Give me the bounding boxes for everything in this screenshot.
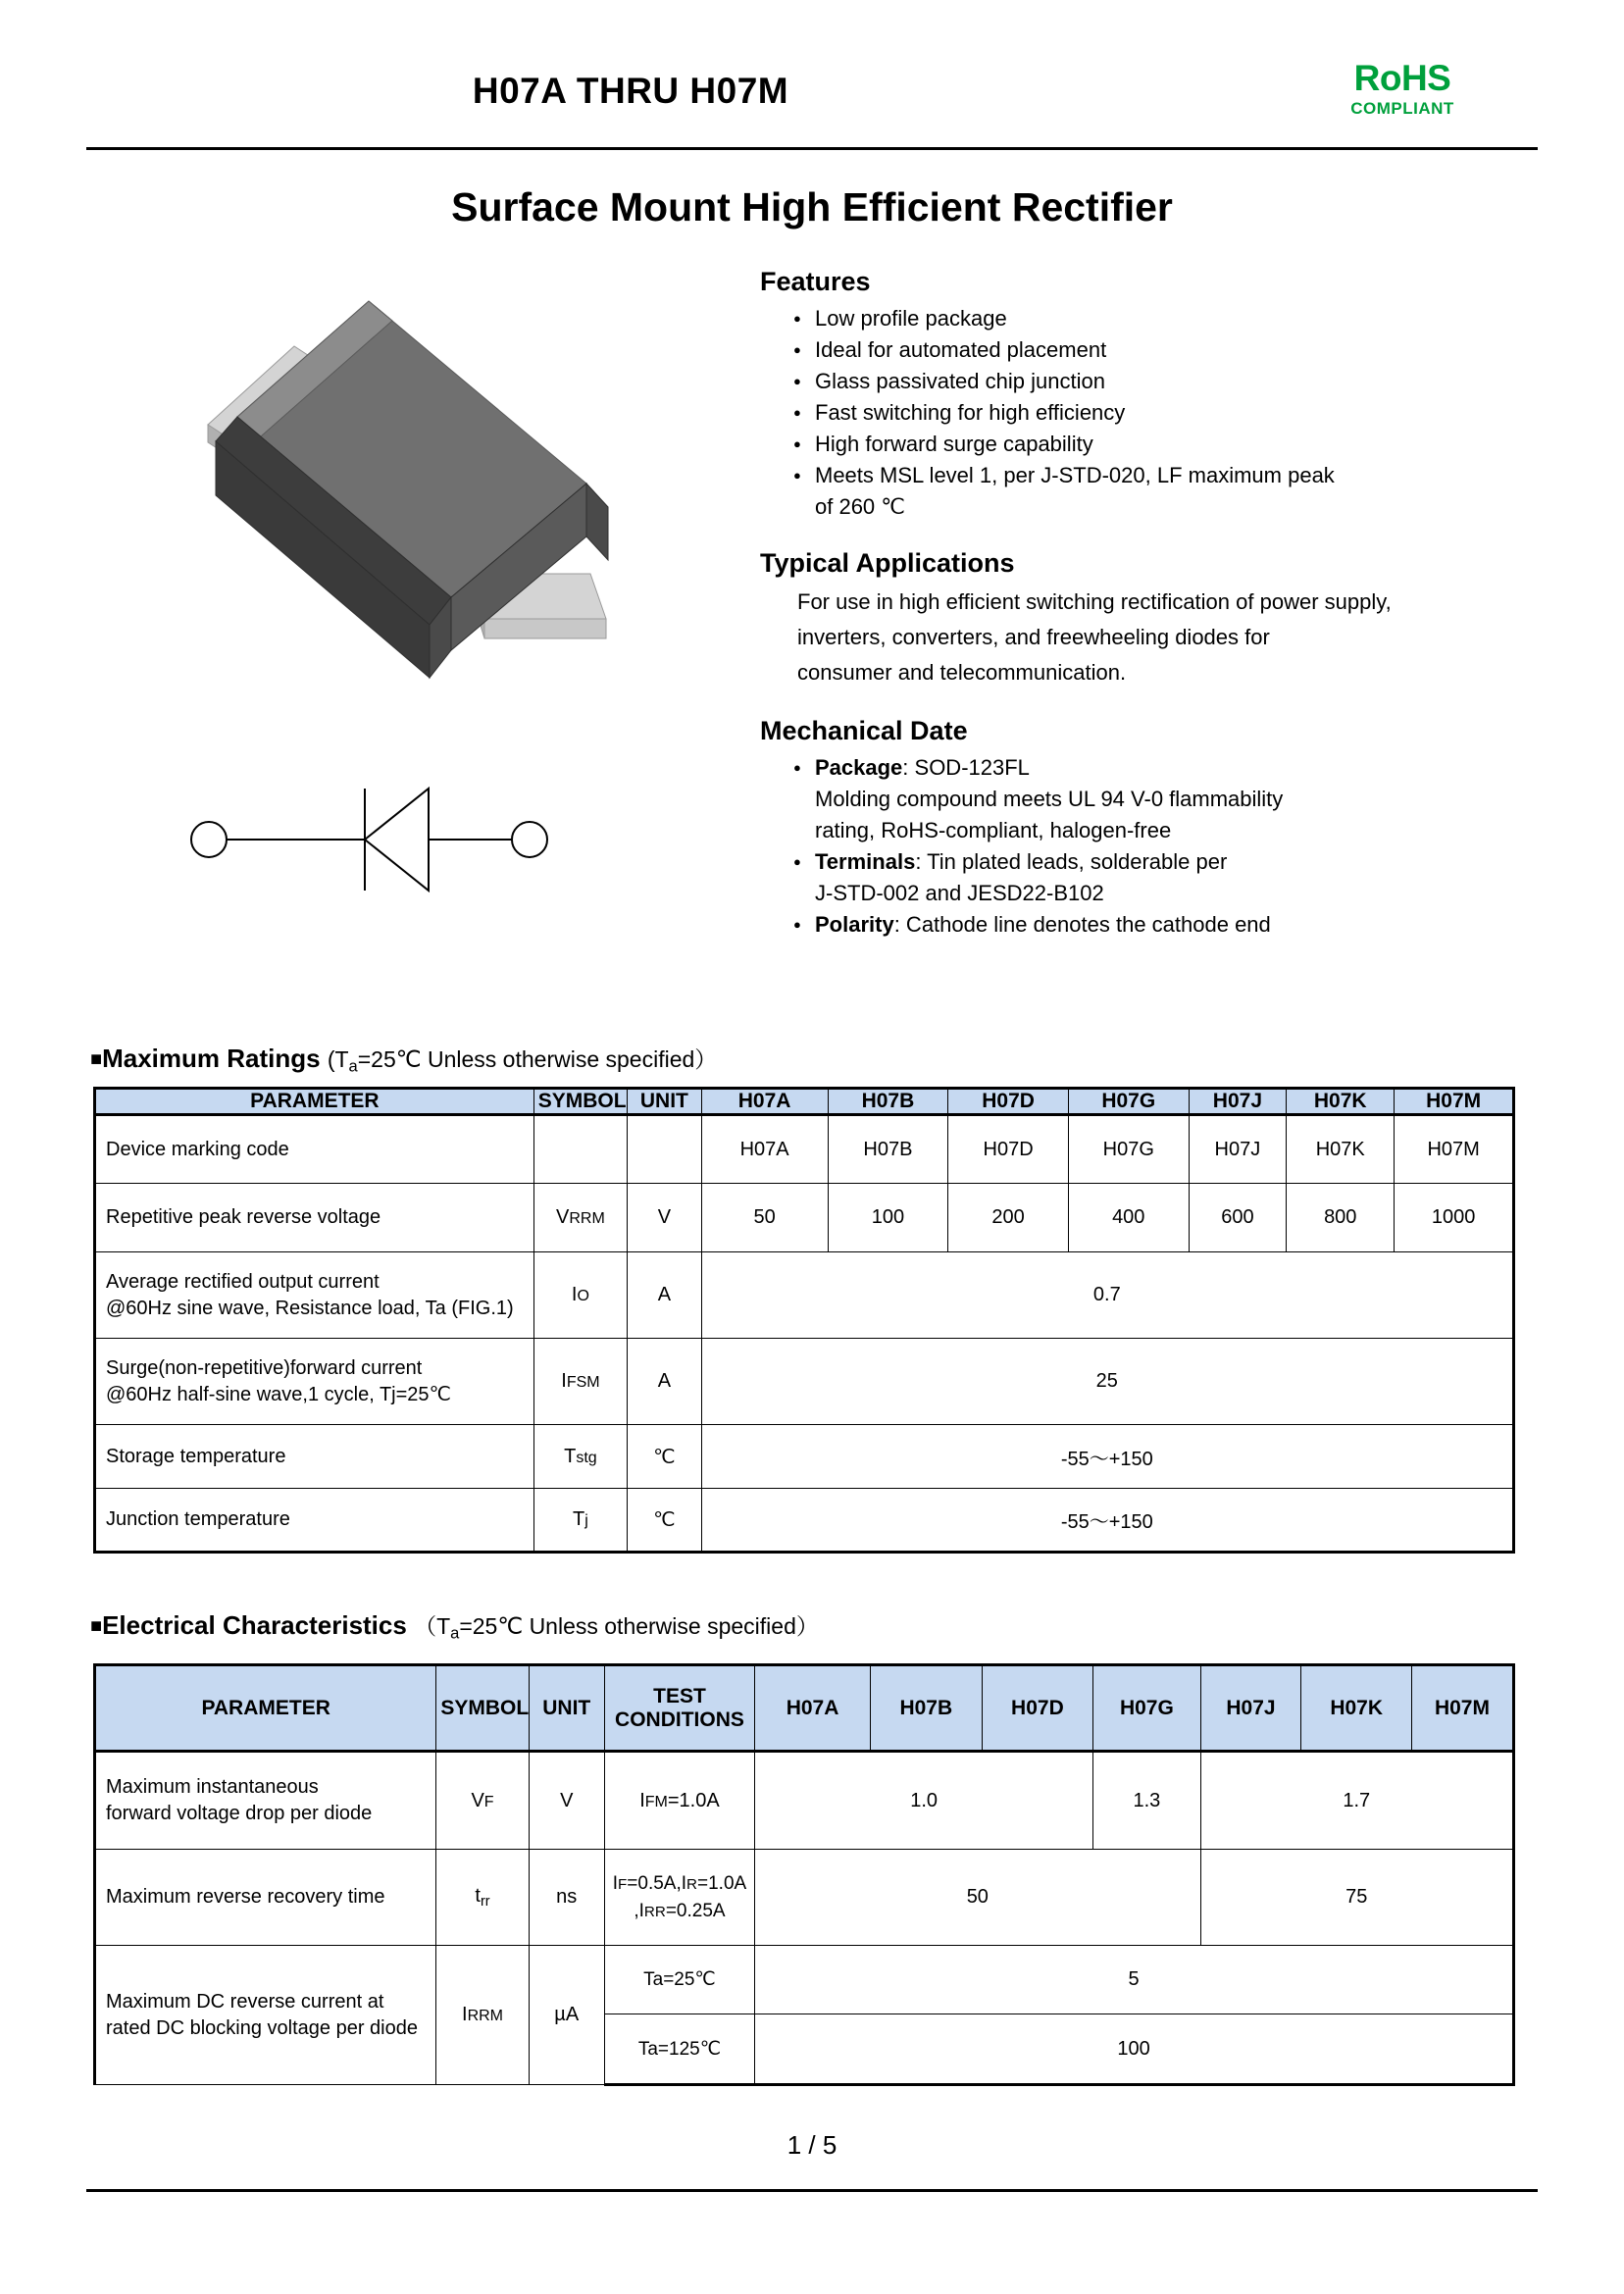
cell-h07k: H07K bbox=[1287, 1115, 1395, 1184]
col-header-h07b: H07B bbox=[870, 1665, 982, 1752]
row-parameter-line1: Average rectified output current bbox=[106, 1270, 380, 1293]
row-symbol: IRRM bbox=[436, 1946, 529, 2085]
cell-h07a: H07A bbox=[701, 1115, 828, 1184]
list-item: ● Meets MSL level 1, per J-STD-020, LF maximum peak bbox=[793, 460, 1535, 491]
row-symbol: VF bbox=[436, 1752, 529, 1850]
row-symbol: IFSM bbox=[533, 1339, 627, 1425]
diode-symbol-icon bbox=[181, 775, 593, 902]
row-parameter-line2: @60Hz sine wave, Resistance load, Ta (FIG.1) bbox=[106, 1297, 514, 1319]
applications-heading: Typical Applications bbox=[760, 548, 1015, 578]
row-unit bbox=[628, 1115, 701, 1184]
row-parameter: Repetitive peak reverse voltage bbox=[95, 1184, 534, 1252]
table-row bbox=[95, 1752, 1514, 1850]
row-parameter-line1: Surge(non-repetitive)forward current bbox=[106, 1356, 423, 1379]
row-parameter-line2: rated DC blocking voltage per diode bbox=[106, 2016, 418, 2039]
list-item: ● Fast switching for high efficiency bbox=[793, 397, 1535, 429]
table-header-row bbox=[95, 1665, 1514, 1752]
cell-merged-value: -55～+150 bbox=[701, 1489, 1513, 1553]
list-item: Molding compound meets UL 94 V-0 flammability bbox=[815, 787, 1284, 811]
features-list bbox=[760, 303, 1535, 523]
row-unit: ns bbox=[529, 1850, 604, 1946]
row-symbol: $t_{rr}$ bbox=[436, 1850, 529, 1946]
list-item bbox=[793, 752, 1535, 784]
row-symbol: IO bbox=[533, 1252, 627, 1339]
col-header-h07k: H07K bbox=[1301, 1665, 1412, 1752]
test-condition-line1: IF=0.5A,IR=1.0A bbox=[612, 1872, 747, 1894]
row-parameter-line1: Maximum DC reverse current at bbox=[106, 1990, 384, 2013]
mech-label: Terminals bbox=[815, 849, 916, 874]
mechanical-list bbox=[760, 752, 1535, 941]
row-test-condition: Ta=125℃ bbox=[604, 2014, 754, 2085]
col-header-h07m: H07M bbox=[1395, 1089, 1514, 1115]
row-test-condition: Ta=25℃ bbox=[604, 1946, 754, 2014]
mech-text: : Cathode line denotes the cathode end bbox=[893, 912, 1271, 937]
row-test-condition bbox=[604, 1850, 754, 1946]
list-item bbox=[793, 909, 1535, 941]
cell-h07k: 800 bbox=[1287, 1184, 1395, 1252]
list-item: of 260 ℃ bbox=[815, 494, 905, 519]
list-item: ● Low profile package bbox=[793, 303, 1535, 334]
bullet-square-icon: ■ bbox=[90, 1048, 103, 1070]
applications-line: inverters, converters, and freewheeling diodes for bbox=[797, 625, 1270, 649]
cell-group-value: 50 bbox=[755, 1850, 1200, 1946]
row-parameter bbox=[95, 1339, 534, 1425]
row-unit: ℃ bbox=[628, 1489, 701, 1553]
row-test-condition: IFM=1.0A bbox=[604, 1752, 754, 1850]
cell-h07b: 100 bbox=[828, 1184, 948, 1252]
row-symbol bbox=[533, 1115, 627, 1184]
cell-h07m: 1000 bbox=[1395, 1184, 1514, 1252]
mech-label: Package bbox=[815, 755, 903, 780]
cell-h07m: H07M bbox=[1395, 1115, 1514, 1184]
col-header-h07d: H07D bbox=[982, 1665, 1093, 1752]
max-ratings-title: Maximum Ratings bbox=[102, 1044, 321, 1073]
row-parameter bbox=[95, 1946, 436, 2085]
row-parameter-line1: Maximum instantaneous bbox=[106, 1776, 319, 1798]
row-parameter-line2: @60Hz half-sine wave,1 cycle, Tj=25℃ bbox=[106, 1383, 451, 1405]
table-row bbox=[95, 1489, 1514, 1553]
row-parameter: Junction temperature bbox=[95, 1489, 534, 1553]
cell-group-value: 1.0 bbox=[755, 1752, 1093, 1850]
col-header-h07m: H07M bbox=[1411, 1665, 1513, 1752]
footer-divider bbox=[86, 2189, 1538, 2192]
table-row bbox=[95, 1184, 1514, 1252]
part-number-title: H07A THRU H07M bbox=[472, 71, 789, 111]
list-item: ● Glass passivated chip junction bbox=[793, 366, 1535, 397]
cell-h07j: H07J bbox=[1189, 1115, 1287, 1184]
page-title: Surface Mount High Efficient Rectifier bbox=[451, 184, 1173, 229]
max-ratings-table bbox=[93, 1087, 1515, 1554]
table-row bbox=[95, 1850, 1514, 1946]
table-row bbox=[95, 1425, 1514, 1489]
cell-h07g: 400 bbox=[1068, 1184, 1189, 1252]
electrical-heading: ■Electrical Characteristics （$T_a=25℃$ Unless otherwise specified） bbox=[90, 1610, 819, 1643]
cell-h07g: H07G bbox=[1068, 1115, 1189, 1184]
col-header-unit: UNIT bbox=[628, 1089, 701, 1115]
cell-merged-value: 5 bbox=[755, 1946, 1514, 2014]
page-number: 1 / 5 bbox=[787, 2130, 837, 2160]
row-parameter bbox=[95, 1252, 534, 1339]
mechanical-heading: Mechanical Date bbox=[760, 716, 968, 745]
col-header-h07g: H07G bbox=[1093, 1665, 1200, 1752]
table-header-row bbox=[95, 1089, 1514, 1115]
row-parameter bbox=[95, 1752, 436, 1850]
col-header-h07d: H07D bbox=[948, 1089, 1069, 1115]
cell-merged-value: 0.7 bbox=[701, 1252, 1513, 1339]
row-parameter: Device marking code bbox=[95, 1115, 534, 1184]
cell-group-value: 75 bbox=[1200, 1850, 1513, 1946]
col-header-h07a: H07A bbox=[701, 1089, 828, 1115]
row-symbol: Tstg bbox=[533, 1425, 627, 1489]
bullet-square-icon: ■ bbox=[90, 1615, 103, 1637]
rohs-badge bbox=[1304, 59, 1500, 120]
electrical-table bbox=[93, 1663, 1515, 2086]
applications-line: consumer and telecommunication. bbox=[797, 660, 1127, 685]
col-header-h07g: H07G bbox=[1068, 1089, 1189, 1115]
right-text-column bbox=[760, 267, 1535, 941]
test-conditions-line1: TEST bbox=[653, 1684, 706, 1708]
cell-h07j: 600 bbox=[1189, 1184, 1287, 1252]
row-unit: µA bbox=[529, 1946, 604, 2085]
list-item: ● High forward surge capability bbox=[793, 429, 1535, 460]
row-symbol: VRRM bbox=[533, 1184, 627, 1252]
col-header-unit: UNIT bbox=[529, 1665, 604, 1752]
sod-123fl-package-icon bbox=[147, 280, 657, 691]
col-header-parameter: PARAMETER bbox=[95, 1665, 436, 1752]
electrical-title: Electrical Characteristics bbox=[102, 1610, 407, 1640]
table-row bbox=[95, 1252, 1514, 1339]
mech-label: Polarity bbox=[815, 912, 894, 937]
list-item: ● Ideal for automated placement bbox=[793, 334, 1535, 366]
cell-group-value: 1.3 bbox=[1093, 1752, 1200, 1850]
cell-h07a: 50 bbox=[701, 1184, 828, 1252]
test-condition-line2: ,IRR=0.25A bbox=[634, 1900, 726, 1921]
features-heading: Features bbox=[760, 267, 871, 296]
row-unit: ℃ bbox=[628, 1425, 701, 1489]
page-header bbox=[86, 59, 1538, 145]
row-parameter: Storage temperature bbox=[95, 1425, 534, 1489]
table-row bbox=[95, 1946, 1514, 2014]
table-row bbox=[95, 1115, 1514, 1184]
table-row bbox=[95, 1339, 1514, 1425]
col-header-parameter: PARAMETER bbox=[95, 1089, 534, 1115]
row-unit: A bbox=[628, 1339, 701, 1425]
rohs-label: RoHS bbox=[1353, 58, 1451, 98]
col-header-h07j: H07J bbox=[1189, 1089, 1287, 1115]
row-parameter: Maximum reverse recovery time bbox=[95, 1850, 436, 1946]
cell-merged-value: -55～+150 bbox=[701, 1425, 1513, 1489]
col-header-h07b: H07B bbox=[828, 1089, 948, 1115]
header-divider bbox=[86, 147, 1538, 150]
cell-merged-value: 25 bbox=[701, 1339, 1513, 1425]
cell-h07b: H07B bbox=[828, 1115, 948, 1184]
row-unit: V bbox=[529, 1752, 604, 1850]
list-item: J-STD-002 and JESD22-B102 bbox=[815, 881, 1104, 905]
test-conditions-line2: CONDITIONS bbox=[615, 1708, 744, 1731]
applications-line: For use in high efficient switching rectification of power supply, bbox=[797, 589, 1392, 614]
col-header-h07a: H07A bbox=[755, 1665, 871, 1752]
col-header-h07k: H07K bbox=[1287, 1089, 1395, 1115]
cell-merged-value: 100 bbox=[755, 2014, 1514, 2085]
row-symbol: Tj bbox=[533, 1489, 627, 1553]
mech-text: : Tin plated leads, solderable per bbox=[915, 849, 1228, 874]
cell-h07d: H07D bbox=[948, 1115, 1069, 1184]
row-unit: V bbox=[628, 1184, 701, 1252]
mech-text: : SOD-123FL bbox=[902, 755, 1030, 780]
list-item: rating, RoHS-compliant, halogen-free bbox=[815, 818, 1172, 842]
row-parameter-line2: forward voltage drop per diode bbox=[106, 1803, 373, 1824]
cell-h07d: 200 bbox=[948, 1184, 1069, 1252]
list-item bbox=[793, 846, 1535, 878]
col-header-test-conditions bbox=[604, 1665, 754, 1752]
col-header-symbol: SYMBOL bbox=[533, 1089, 627, 1115]
row-unit: A bbox=[628, 1252, 701, 1339]
max-ratings-heading: ■Maximum Ratings ($T_a=25℃$ Unless otherwise specified） bbox=[90, 1044, 718, 1076]
rohs-compliant-label: COMPLIANT bbox=[1350, 99, 1454, 118]
col-header-symbol: SYMBOL bbox=[436, 1665, 529, 1752]
cell-group-value: 1.7 bbox=[1200, 1752, 1513, 1850]
col-header-h07j: H07J bbox=[1200, 1665, 1301, 1752]
